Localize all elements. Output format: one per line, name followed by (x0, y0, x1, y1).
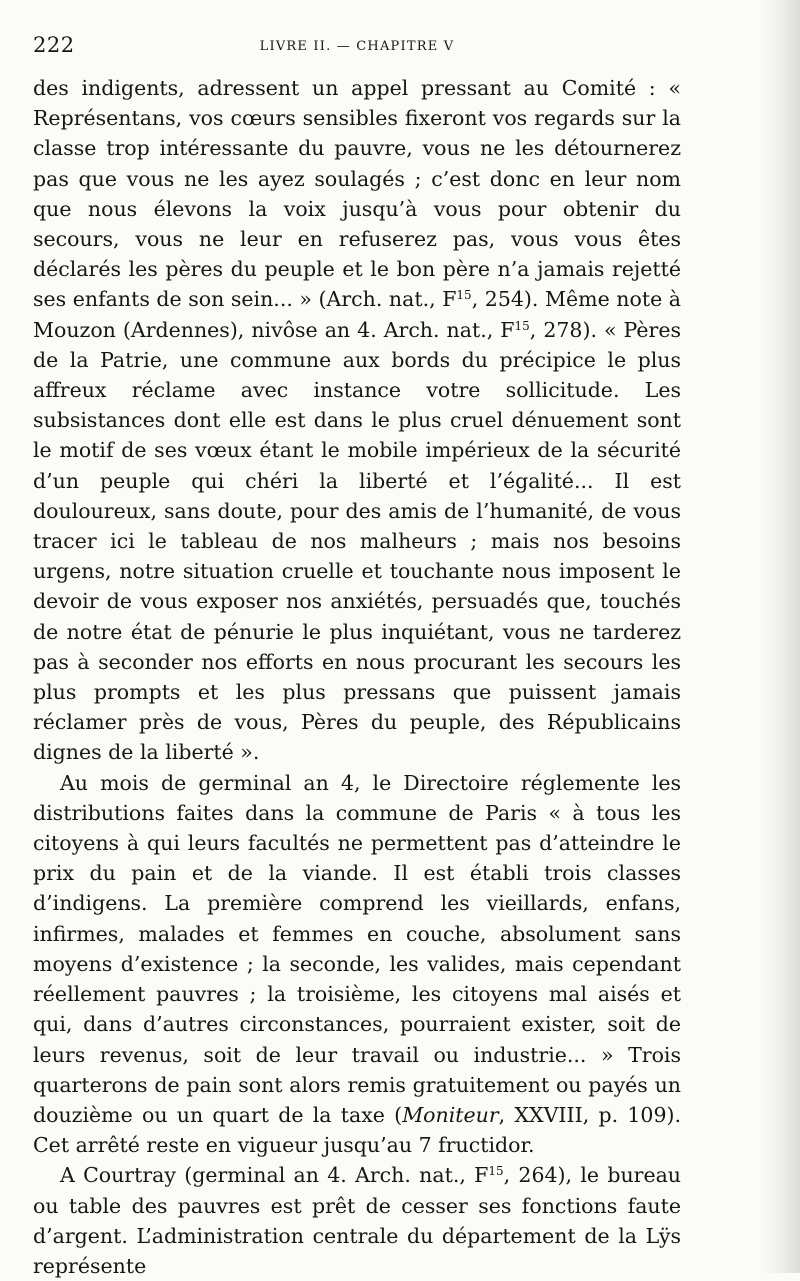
superscript: 15 (488, 1164, 504, 1179)
paragraph (33, 768, 681, 1161)
superscript: 15 (456, 288, 472, 303)
page-edge-shadow (760, 0, 800, 1273)
text-run: , 254). Même note à Mouzon (Ardennes), nivôse an 4. Arch. nat., F (33, 287, 681, 342)
running-head: LIVRE II. — CHAPITRE V (259, 39, 455, 54)
body-text (33, 73, 681, 1281)
paragraph (33, 73, 681, 768)
superscript: 15 (514, 318, 530, 333)
page-number: 222 (33, 33, 75, 57)
text-run: Au mois de germinal an 4, le Directoire réglemente les distributions faites dans la commune de Paris « à tous les citoyens à qui leurs facultés ne permettent pas d’atteindre le prix du pain et de la viande. Il est établi trois classes d’indigens. La première comprend les vieillards, enfans, infirmes, malades et femmes en couche, absolument sans moyens d’existence ; la seconde, les valides, mais cependant réellement pauvres ; la troisième, les citoyens mal aisés et qui, dans d’autres circonstances, pourraient exister, soit de leurs revenus, soit de leur travail ou industrie... » Trois quarterons de pain sont alors remis gratuitement ou payés un douzième ou un quart de la taxe ( (33, 770, 681, 1127)
page-header (33, 33, 681, 63)
paragraph (33, 1160, 681, 1281)
text-run: A Courtray (germinal an 4. Arch. nat., F (60, 1163, 489, 1188)
text-run: , 264), le bureau ou table des pauvres est prêt de cesser ses fonctions faute d’argent. L’administration centrale du département de la Lÿs représente (33, 1163, 682, 1278)
italic-title: Moniteur (402, 1102, 499, 1127)
text-run: , XXVIII, p. 109). Cet arrêté reste en vigueur jusqu’au 7 fructidor. (33, 1102, 681, 1158)
text-run: , 278). « Pères de la Patrie, une commune aux bords du précipice le plus affreux réclame avec instance votre sollicitude. Les subsistances dont elle est dans le plus cruel dénuement sont le motif de ses vœux étant le mobile impérieux de la sécurité d’un peuple qui chéri la liberté et l’égalité... Il est douloureux, sans doute, pour des amis de l’humanité, de vous tracer ici le tableau de nos malheurs ; mais nos besoins urgens, notre situation cruelle et touchante nous imposent le devoir de vous exposer nos anxiétés, persuadés que, touchés de notre état de pénurie le plus inquiétant, vous ne tarderez pas à seconder nos efforts en nous procurant les secours les plus prompts et les plus pressans que puissent jamais réclamer près de vous, Pères du peuple, des Républicains dignes de la liberté ». (33, 317, 681, 765)
text-run: des indigents, adressent un appel pressant au Comité : « Représentans, vos cœurs sensibles fixeront vos regards sur la classe trop intéressante du pauvre, vous ne les détournerez pas que vous ne les ayez soulagés ; c’est donc en leur nom que nous élevons la voix jusqu’à vous pour obtenir du secours, vous ne leur en refuserez pas, vous vous êtes déclarés les pères du peuple et le bon père n’a jamais rejetté ses enfants de son sein... » (Arch. nat., F (33, 76, 681, 312)
